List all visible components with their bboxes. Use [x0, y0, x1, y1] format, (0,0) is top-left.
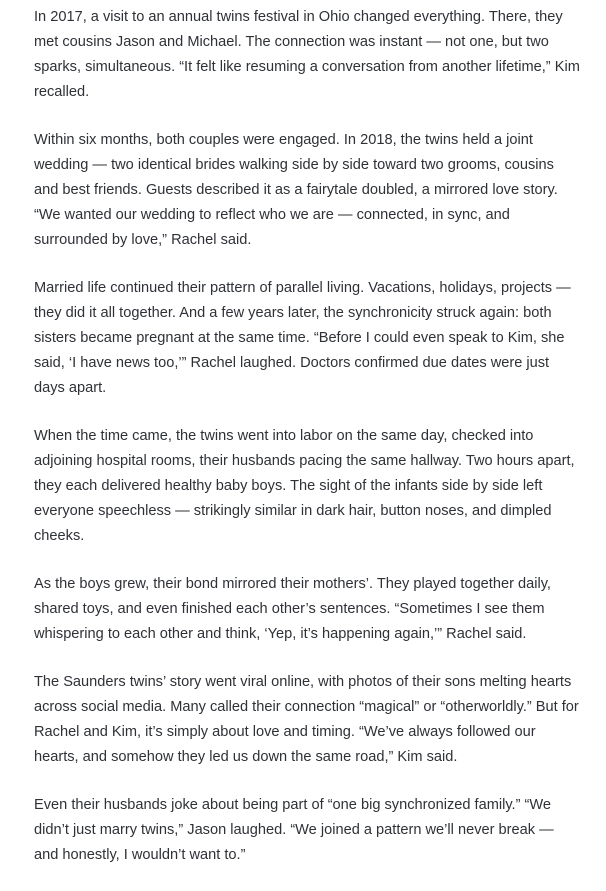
paragraph-married-life: Married life continued their pattern of parallel living. Vacations, holidays, projects — they did it all together. And a few years later, the synchronicity struck again: both sisters became pregnant at the same time. “Before I could even speak to Kim, she said, ‘I have news too,’” Rachel laughed. Doctors confirmed due dates were just days apart. — [34, 280, 571, 396]
paragraph-viral-story: The Saunders twins’ story went viral online, with photos of their sons melting hearts across social media. Many called their connection “magical” or “otherworldly.” But for Rachel and Kim, it’s simply about love and timing. “We’ve always followed our hearts, and somehow they led us down the same road,” Kim said. — [34, 674, 579, 765]
paragraph-husbands-joke: Even their husbands joke about being part of “one big synchronized family.” “We didn’t just marry twins,” Jason laughed. “We joined a pattern we’ll never break — and honestly, I wouldn’t want to.” — [34, 797, 554, 863]
paragraph-boys-bond: As the boys grew, their bond mirrored their mothers’. They played together daily, shared toys, and even finished each other’s sentences. “Sometimes I see them whispering to each other and think, ‘Yep, it’s happening again,’” Rachel said. — [34, 576, 551, 642]
article-body — [34, 5, 582, 891]
paragraph-births: When the time came, the twins went into labor on the same day, checked into adjoining hospital rooms, their husbands pacing the same hallway. Two hours apart, they each delivered healthy baby boys. The sight of the infants side by side left everyone speechless — strikingly similar in dark hair, button noses, and dimpled cheeks. — [34, 428, 575, 544]
paragraph-festival-meeting: In 2017, a visit to an annual twins festival in Ohio changed everything. There, they met cousins Jason and Michael. The connection was instant — not one, but two sparks, simultaneous. “It felt like resuming a conversation from another lifetime,” Kim recalled. — [34, 9, 580, 100]
paragraph-joint-wedding: Within six months, both couples were engaged. In 2018, the twins held a joint wedding — two identical brides walking side by side toward two grooms, cousins and best friends. Guests described it as a fairytale doubled, a mirrored love story. “We wanted our wedding to reflect who we are — connected, in sync, and surrounded by love,” Rachel said. — [34, 132, 558, 248]
